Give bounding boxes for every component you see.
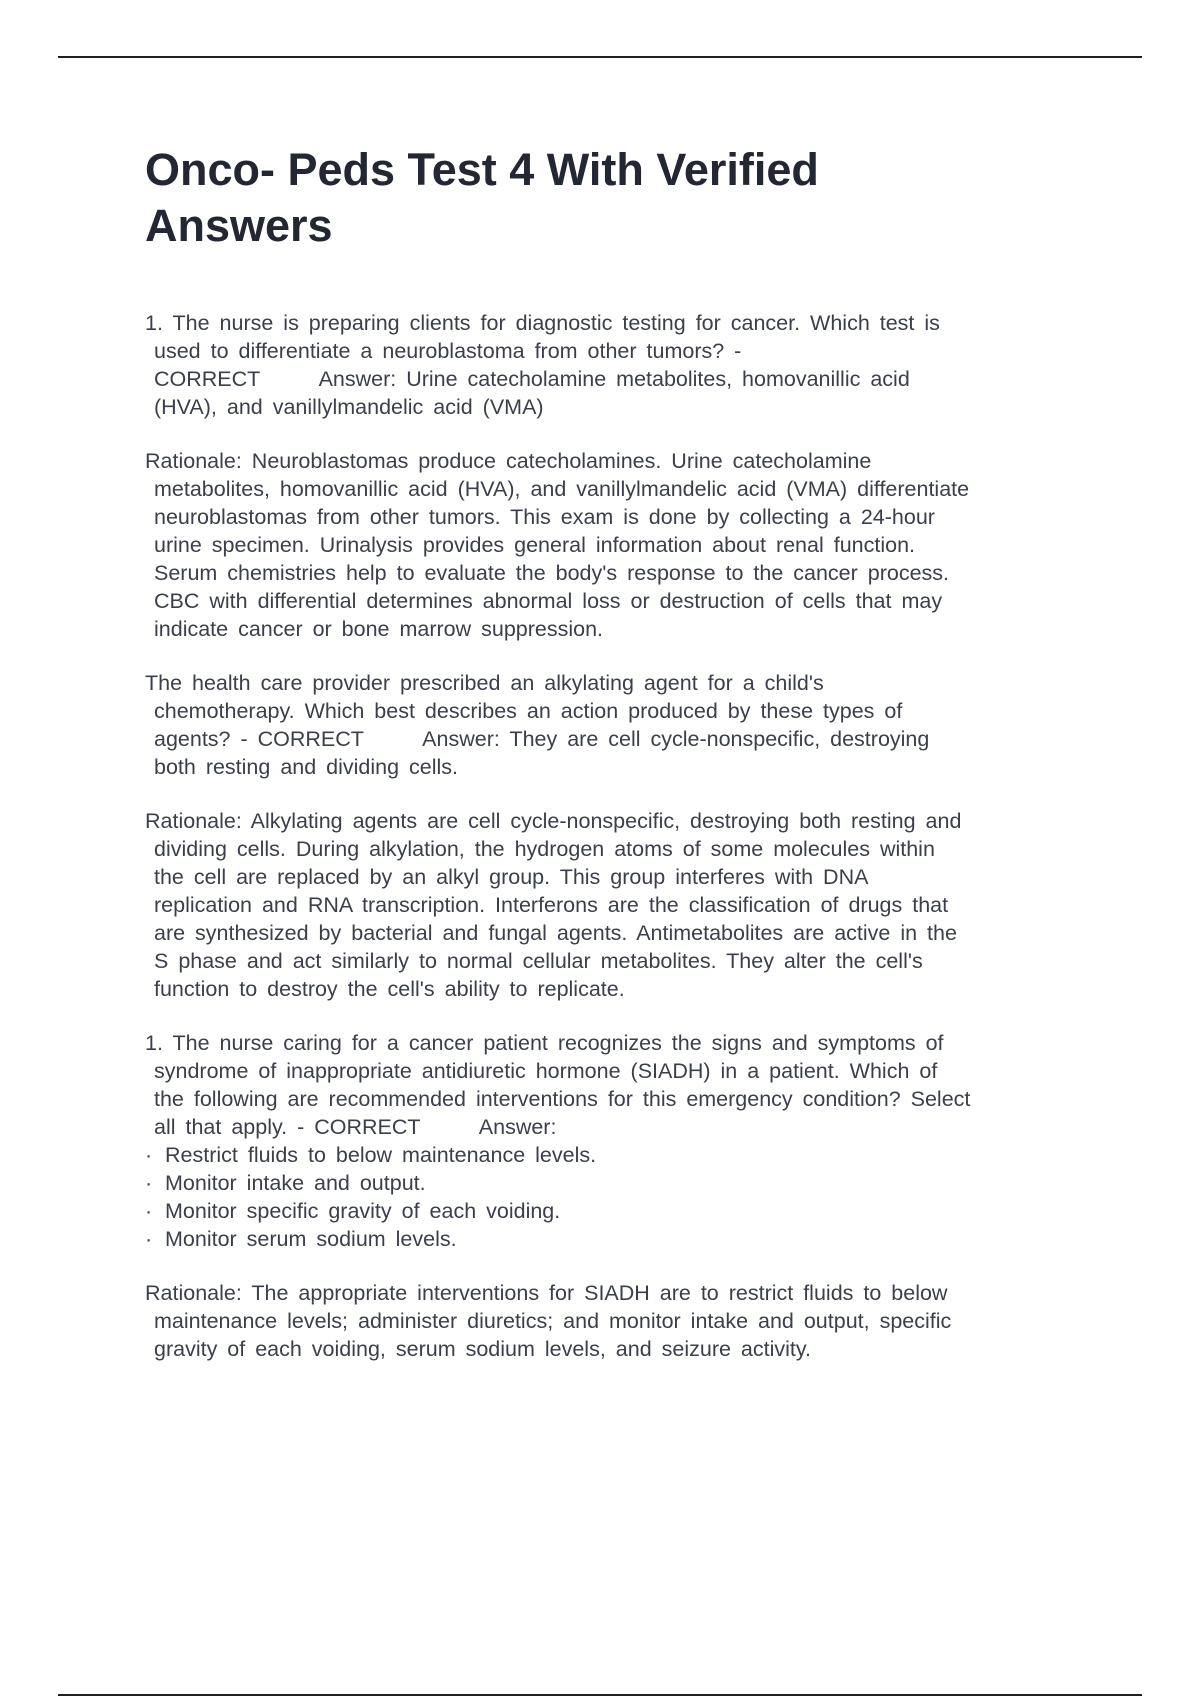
text-line: dividing cells. During alkylation, the hydrogen atoms of some molecules within — [154, 837, 935, 861]
text-line: indicate cancer or bone marrow suppression. — [154, 617, 604, 641]
text-line: neuroblastomas from other tumors. This exam is done by collecting a 24-hour — [154, 505, 935, 529]
text-line: are synthesized by bacterial and fungal agents. Antimetabolites are active in the — [154, 921, 957, 945]
list-item-text: Monitor serum sodium levels. — [165, 1227, 457, 1251]
text-line: maintenance levels; administer diuretics; and monitor intake and output, specific — [154, 1309, 952, 1333]
text-line: Serum chemistries help to evaluate the body's response to the cancer process. — [154, 561, 950, 585]
text-line: metabolites, homovanillic acid (HVA), and vanillylmandelic acid (VMA) differentiate — [154, 477, 970, 501]
text-line: the following are recommended interventions for this emergency condition? Select — [154, 1087, 971, 1111]
document-body — [145, 309, 1085, 1389]
rationale-1 — [145, 447, 1085, 643]
bullet-mark: · — [145, 1143, 153, 1167]
text-line: 1. The nurse is preparing clients for diagnostic testing for cancer. Which test is — [145, 311, 940, 335]
text-line: S phase and act similarly to normal cellular metabolites. They alter the cell's — [154, 949, 923, 973]
list-item — [145, 1169, 1085, 1197]
list-item-text: Monitor specific gravity of each voiding. — [165, 1199, 561, 1223]
document-title — [145, 142, 1045, 254]
question-2 — [145, 669, 1085, 781]
question-3 — [145, 1029, 1085, 1253]
text-line: CORRECT Answer: Urine catecholamine metabolites, homovanillic acid — [154, 367, 910, 391]
bullet-mark: · — [145, 1171, 153, 1195]
text-line: Rationale: Alkylating agents are cell cycle-nonspecific, destroying both resting and — [145, 809, 962, 833]
text-line: urine specimen. Urinalysis provides general information about renal function. — [154, 533, 915, 557]
text-line: (HVA), and vanillylmandelic acid (VMA) — [154, 395, 544, 419]
text-line: both resting and dividing cells. — [154, 755, 459, 779]
list-item — [145, 1225, 1085, 1253]
list-item-text: Monitor intake and output. — [165, 1171, 426, 1195]
text-line: gravity of each voiding, serum sodium levels, and seizure activity. — [154, 1337, 811, 1361]
text-line: Rationale: Neuroblastomas produce catecholamines. Urine catecholamine — [145, 449, 872, 473]
text-line: agents? - CORRECT Answer: They are cell cycle-nonspecific, destroying — [154, 727, 930, 751]
list-item — [145, 1141, 1085, 1169]
text-line: The health care provider prescribed an alkylating agent for a child's — [145, 671, 824, 695]
title-line-1: Onco- Peds Test 4 With Verified — [145, 144, 819, 195]
text-line: function to destroy the cell's ability to replicate. — [154, 977, 625, 1001]
text-line: the cell are replaced by an alkyl group. This group interferes with DNA — [154, 865, 869, 889]
bullet-mark: · — [145, 1227, 153, 1251]
bottom-rule — [58, 1694, 1142, 1696]
rationale-2 — [145, 807, 1085, 1003]
text-line: 1. The nurse caring for a cancer patient recognizes the signs and symptoms of — [145, 1031, 944, 1055]
question-1 — [145, 309, 1085, 421]
text-line: chemotherapy. Which best describes an action produced by these types of — [154, 699, 903, 723]
title-line-2: Answers — [145, 200, 333, 251]
text-line: all that apply. - CORRECT Answer: — [154, 1115, 557, 1139]
rationale-3 — [145, 1279, 1085, 1363]
bullet-mark: · — [145, 1199, 153, 1223]
top-rule — [58, 56, 1142, 58]
text-line: syndrome of inappropriate antidiuretic hormone (SIADH) in a patient. Which of — [154, 1059, 938, 1083]
list-item — [145, 1197, 1085, 1225]
text-line: Rationale: The appropriate interventions for SIADH are to restrict fluids to below — [145, 1281, 948, 1305]
list-item-text: Restrict fluids to below maintenance levels. — [165, 1143, 597, 1167]
text-line: used to differentiate a neuroblastoma from other tumors? - — [154, 339, 742, 363]
text-line: replication and RNA transcription. Interferons are the classification of drugs that — [154, 893, 949, 917]
text-line: CBC with differential determines abnormal loss or destruction of cells that may — [154, 589, 943, 613]
